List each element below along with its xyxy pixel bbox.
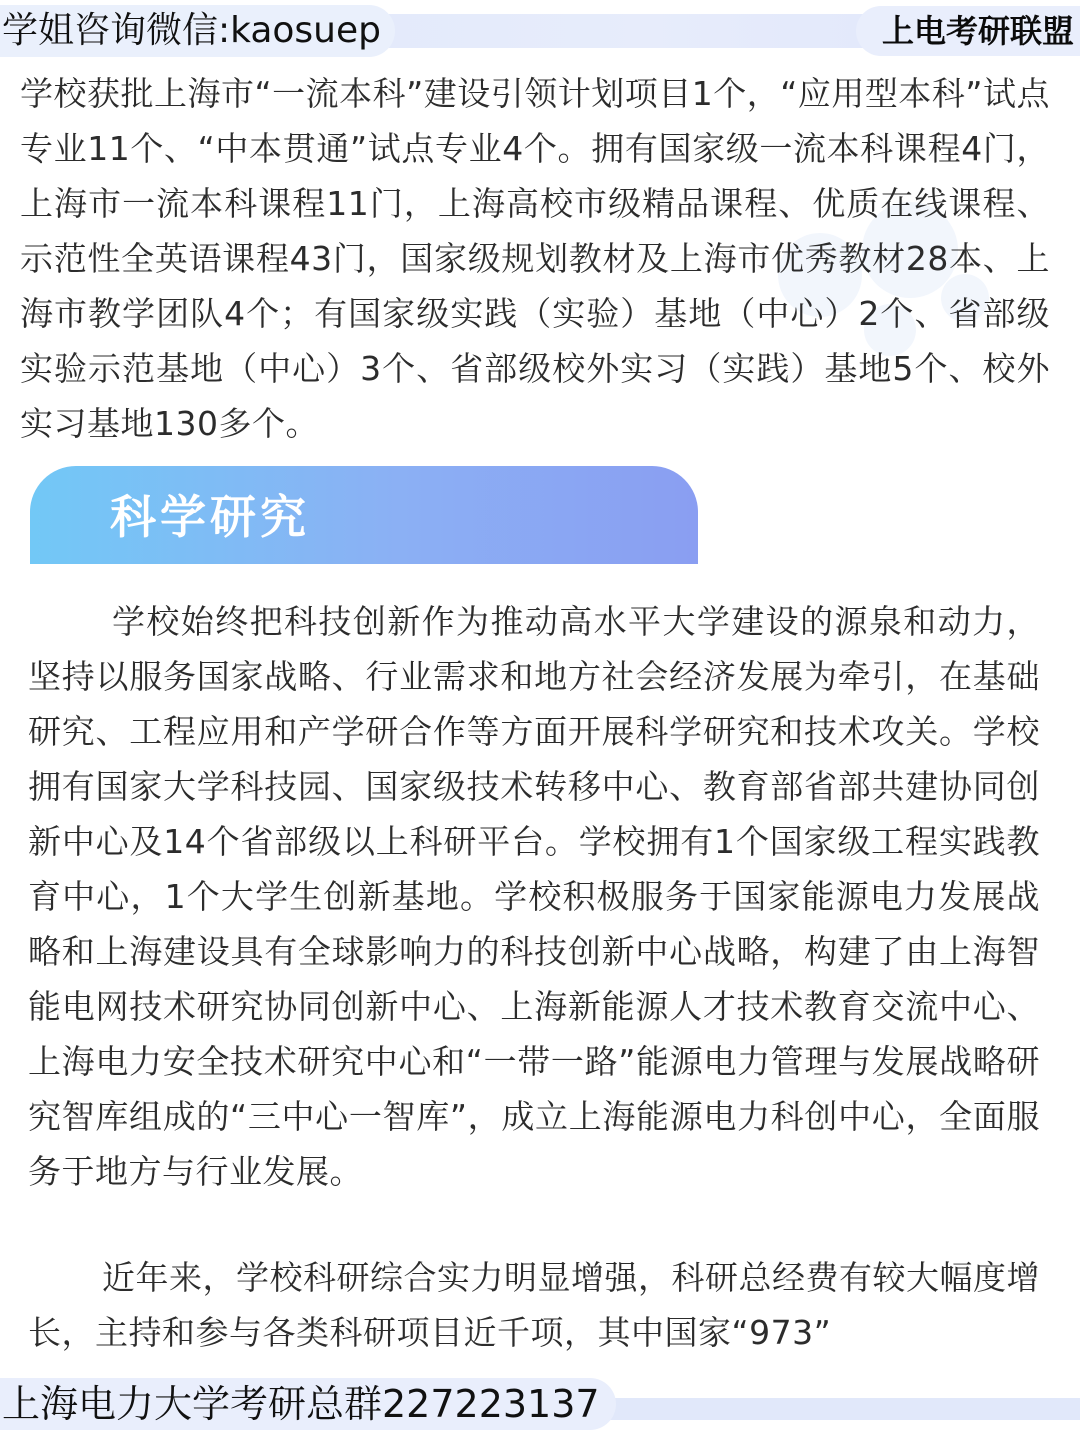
section-header-research	[30, 466, 698, 564]
paragraph-teaching-achievements: 学校获批上海市“一流本科”建设引领计划项目1个，“应用型本科”试点专业11个、“中本贯通”试点专业4个。拥有国家级一流本科课程4门，上海市一流本科课程11门，上海高校市级精品课程、优质在线课程、示范性全英语课程43门，国家级规划教材及上海市优秀教材28本、上海市教学团队4个；有国家级实践（实验）基地（中心）2个、省部级实验示范基地（中心）3个、省部级校外实习（实践）基地5个、校外实习基地130多个。	[20, 74, 1050, 443]
section-title: 科学研究	[110, 490, 310, 544]
contact-wechat-label: 学姐咨询微信:kaosuep	[0, 5, 395, 57]
paragraph-research-overview: 学校始终把科技创新作为推动高水平大学建设的源泉和动力，坚持以服务国家战略、行业需求和地方社会经济发展为牵引，在基础研究、工程应用和产学研合作等方面开展科学研究和技术攻关。学校拥有国家大学科技园、国家级技术转移中心、教育部省部共建协同创新中心及14个省部级以上科研平台。学校拥有1个国家级工程实践教育中心，1个大学生创新基地。学校积极服务于国家能源电力发展战略和上海建设具有全球影响力的科技创新中心战略，构建了由上海智能电网技术研究协同创新中心、上海新能源人才技术教育交流中心、上海电力安全技术研究中心和“一带一路”能源电力管理与发展战略研究智库组成的“三中心一智库”，成立上海能源电力科创中心，全面服务于地方与行业发展。	[28, 602, 1040, 1191]
qq-group-label: 上海电力大学考研总群227223137	[0, 1378, 616, 1430]
paragraph-research-recent: 近年来，学校科研综合实力明显增强，科研总经费有较大幅度增长，主持和参与各类科研项目近千项，其中国家“973”	[28, 1258, 1040, 1352]
brand-label: 上电考研联盟	[856, 6, 1080, 56]
